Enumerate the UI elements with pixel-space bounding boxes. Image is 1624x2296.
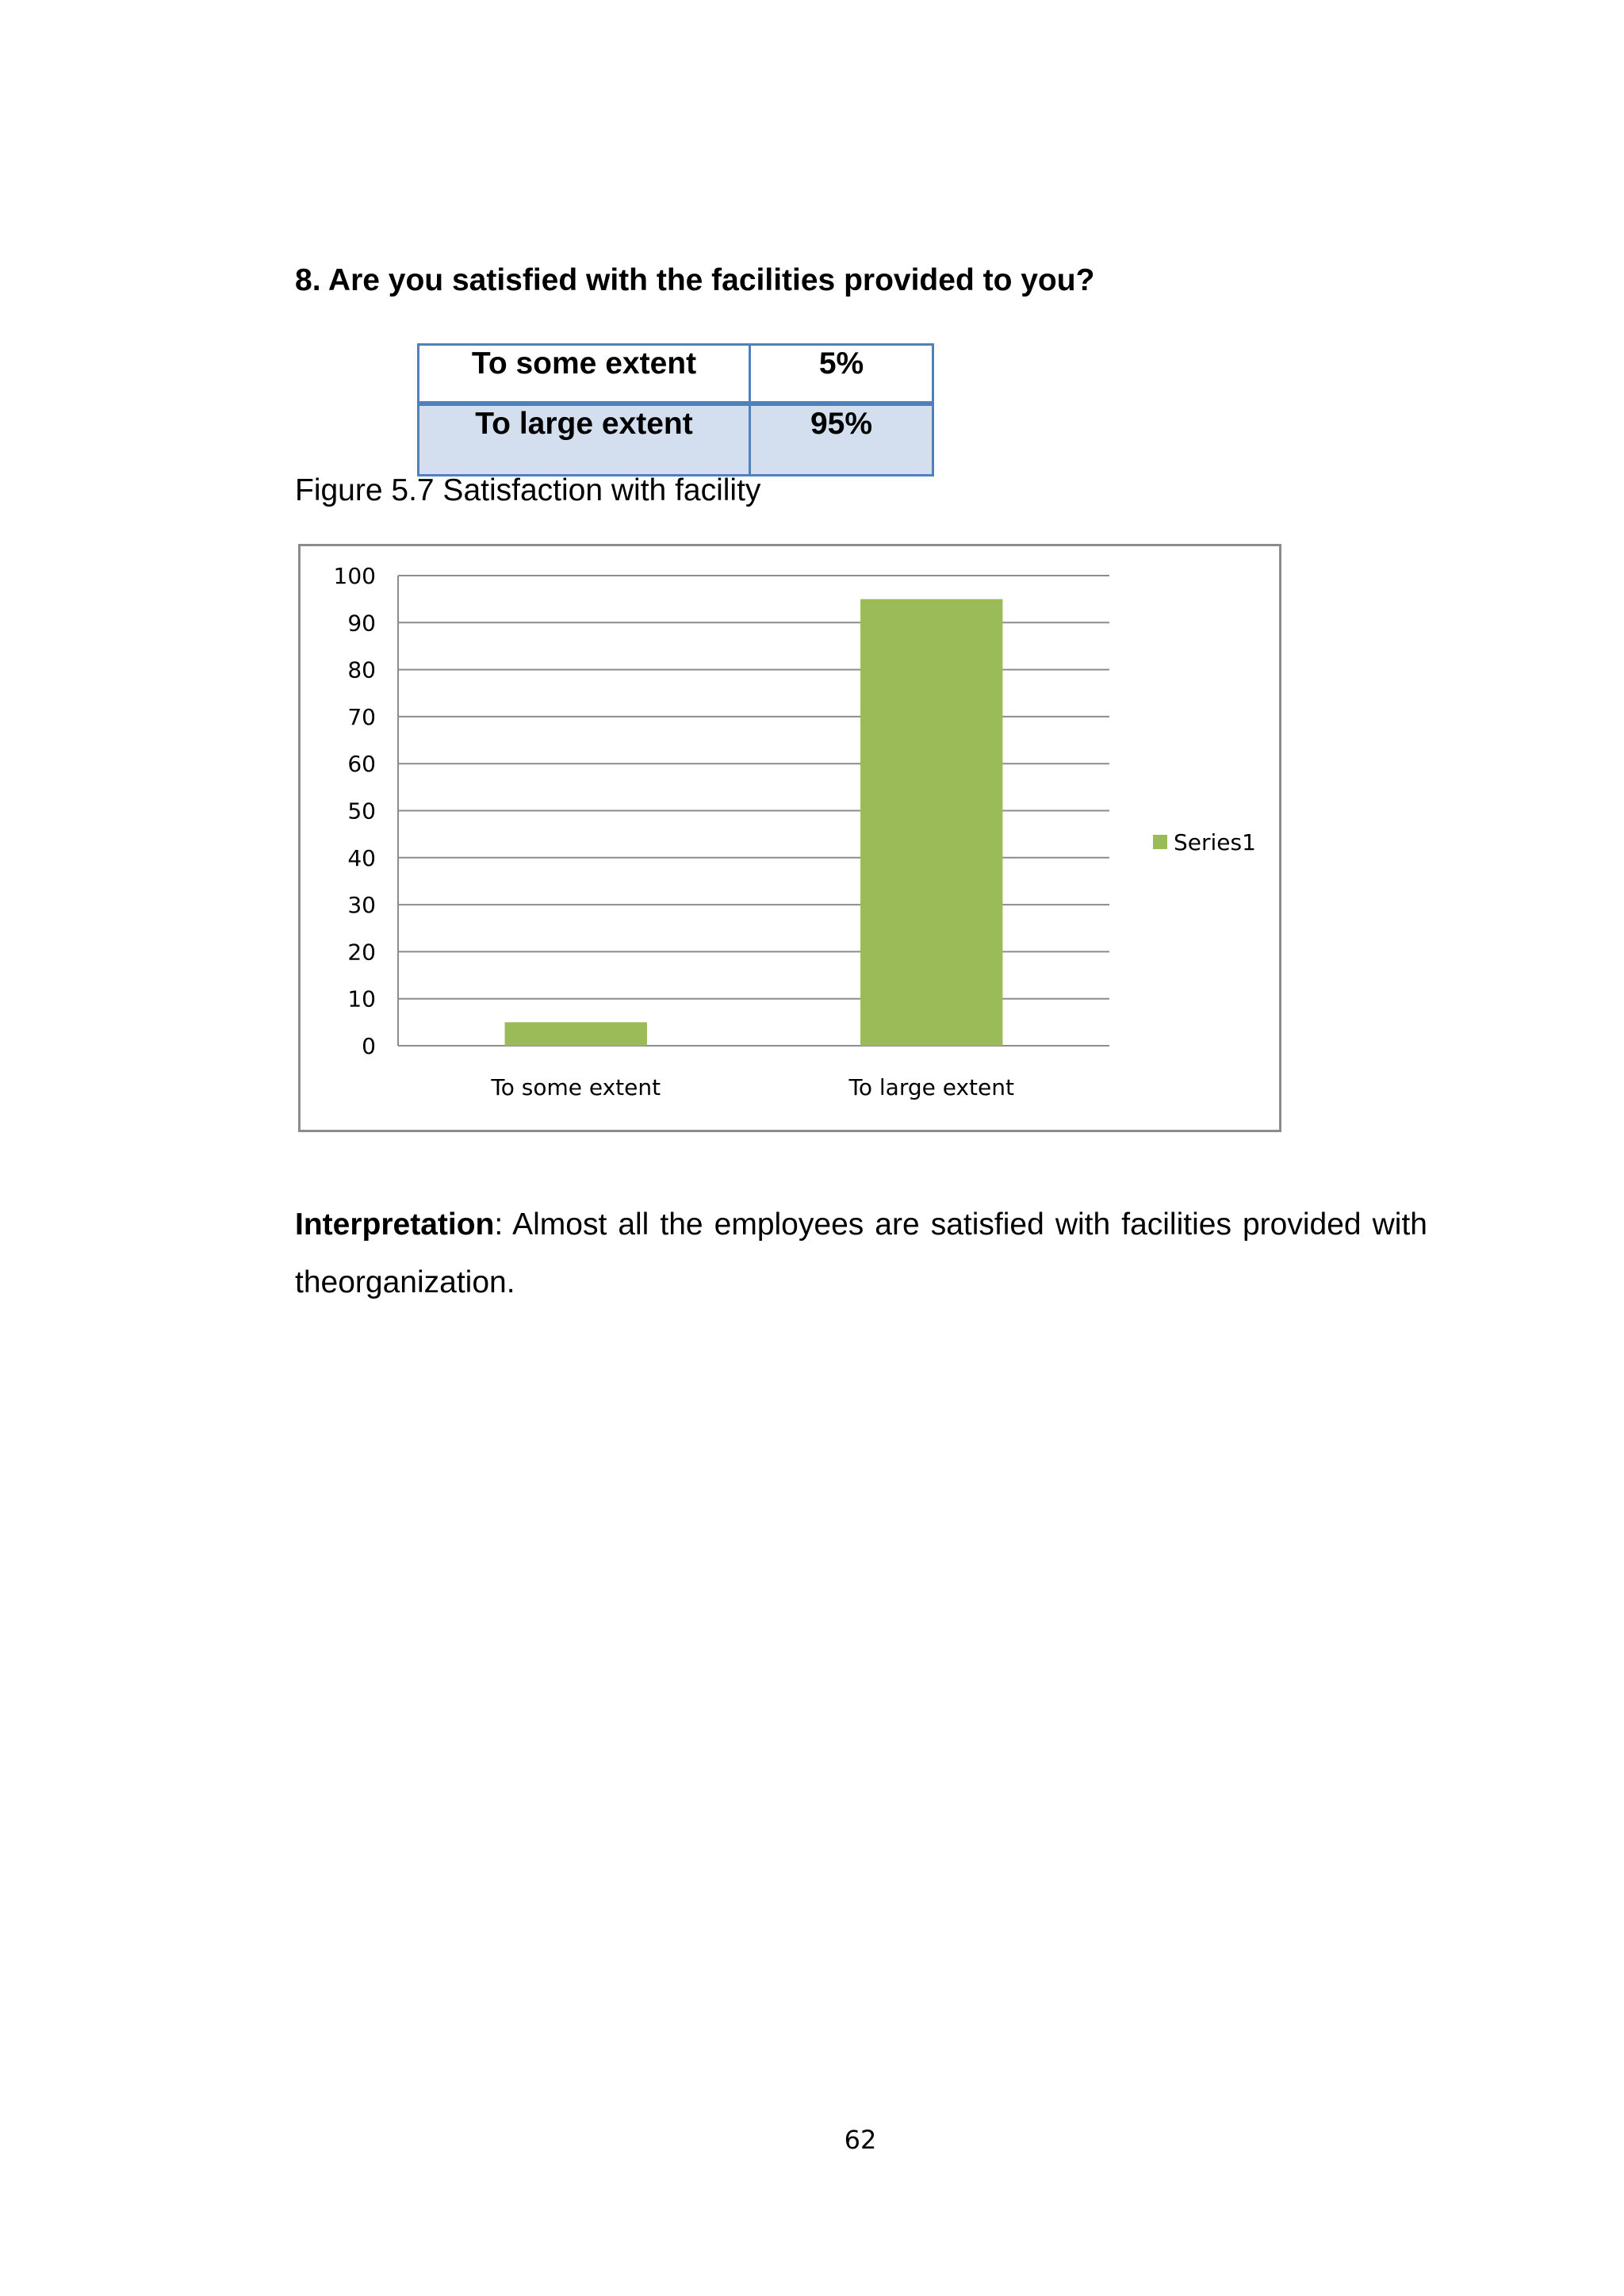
y-tick-label: 30 [347,892,376,919]
question-heading: 8. Are you satisfied with the facilities provided to you? [295,263,1095,297]
legend-swatch [1153,835,1167,849]
y-tick-label: 100 [333,563,376,589]
page-number: 62 [844,2125,877,2155]
x-tick-label: To large extent [848,1074,1014,1100]
x-tick-label: To some extent [491,1074,661,1100]
bar [860,599,1002,1046]
table-cell-value: 95% [750,404,933,476]
table-cell-value: 5% [750,345,933,404]
y-tick-label: 70 [347,703,376,730]
y-tick-label: 10 [347,985,376,1012]
y-tick-label: 0 [362,1033,376,1059]
y-tick-label: 40 [347,844,376,871]
interpretation-text: : Almost all the employees are satisfied with facilities provided with theorganization. [295,1207,1427,1299]
y-tick-label: 90 [347,610,376,637]
bar-chart [298,544,1281,1132]
response-table [417,343,934,476]
legend-label: Series1 [1174,829,1256,855]
y-tick-label: 20 [347,939,376,966]
interpretation-paragraph [295,1196,1427,1311]
y-tick-label: 60 [347,751,376,778]
chart-canvas [301,546,1279,1130]
table-cell-label: To large extent [419,404,750,476]
y-tick-label: 80 [347,656,376,683]
table-row [419,404,933,476]
table-row [419,345,933,404]
bar [505,1022,647,1046]
figure-caption: Figure 5.7 Satisfaction with facility [295,473,761,507]
table-cell-label: To some extent [419,345,750,404]
interpretation-label: Interpretation [295,1207,495,1242]
y-tick-label: 50 [347,798,376,825]
